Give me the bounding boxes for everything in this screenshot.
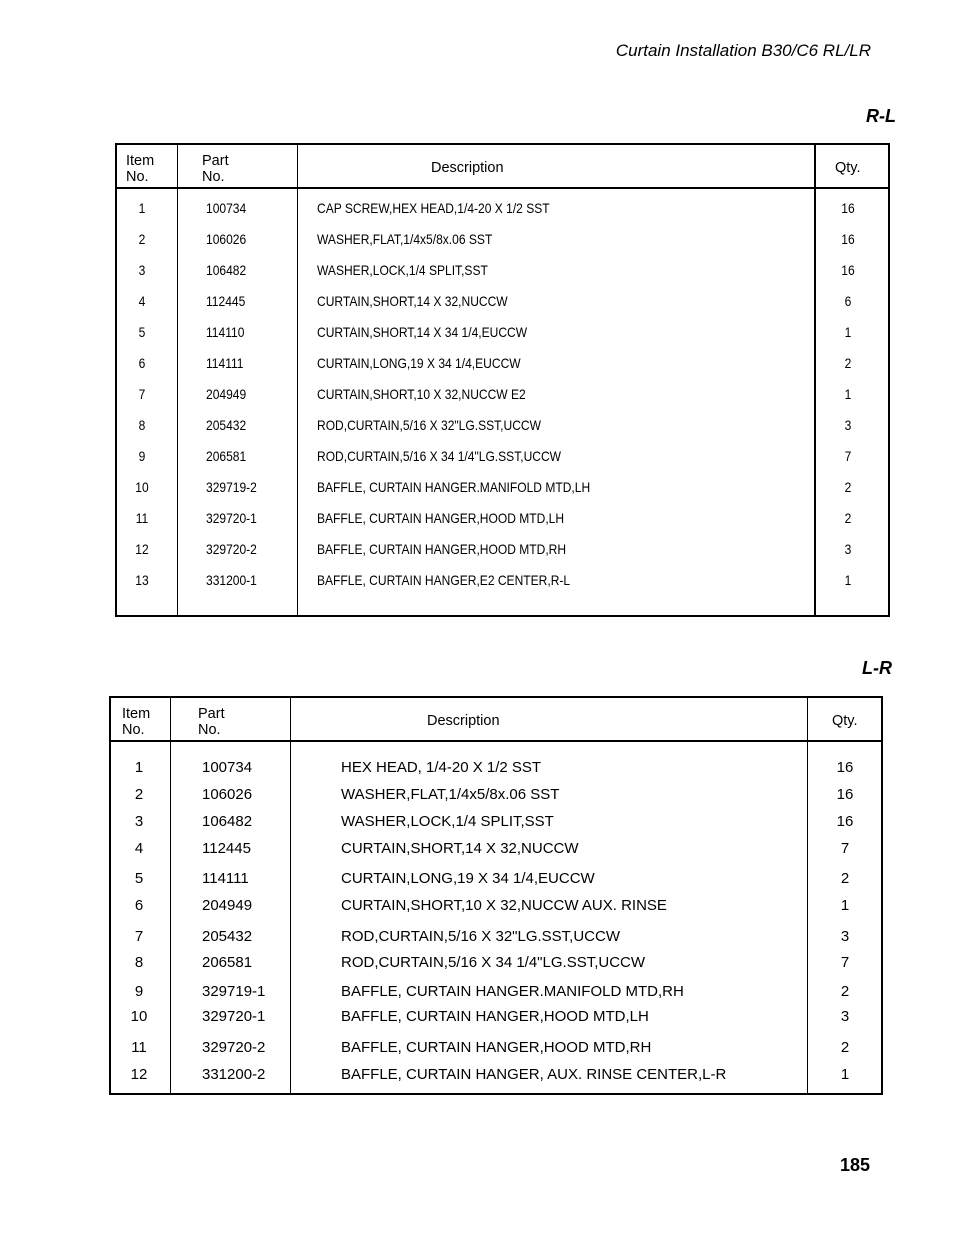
qty-cell: 2 <box>840 983 850 1000</box>
item-number-cell: 8 <box>138 417 146 433</box>
qty-cell: 7 <box>840 954 850 971</box>
description-cell: WASHER,LOCK,1/4 SPLIT,SST <box>317 262 488 278</box>
qty-cell: 1 <box>844 572 852 588</box>
description-cell: CURTAIN,LONG,19 X 34 1/4,EUCCW <box>341 870 595 887</box>
table-row <box>117 231 888 251</box>
part-number-cell: 114110 <box>206 324 245 340</box>
table-row <box>111 813 881 833</box>
parts-table-rl <box>115 143 890 617</box>
header-part-line2: No. <box>202 169 225 185</box>
item-number-cell: 4 <box>138 293 146 309</box>
item-number-cell: 1 <box>134 759 144 776</box>
header-qty: Qty. <box>835 160 861 176</box>
description-cell: BAFFLE, CURTAIN HANGER,E2 CENTER,R-L <box>317 572 571 588</box>
item-number-cell: 3 <box>134 813 144 830</box>
parts-table-lr <box>109 696 883 1095</box>
item-number-cell: 12 <box>130 1066 148 1083</box>
qty-cell: 7 <box>840 840 850 857</box>
table-row <box>111 983 881 1003</box>
item-number-cell: 5 <box>134 870 144 887</box>
qty-cell: 3 <box>844 541 852 557</box>
part-number-cell: 204949 <box>206 386 247 402</box>
table-row <box>117 200 888 220</box>
table-row <box>111 840 881 860</box>
part-number-cell: 204949 <box>202 897 253 914</box>
part-number-cell: 329720-1 <box>206 510 257 526</box>
part-number-cell: 329719-2 <box>206 479 257 495</box>
table-row <box>111 897 881 917</box>
item-number-cell: 9 <box>138 448 146 464</box>
part-number-cell: 114111 <box>202 870 249 887</box>
description-cell: ROD,CURTAIN,5/16 X 32"LG.SST,UCCW <box>341 928 621 945</box>
part-number-cell: 100734 <box>206 200 247 216</box>
table-row <box>111 1008 881 1028</box>
header-description: Description <box>427 713 500 729</box>
table-row <box>117 355 888 375</box>
part-number-cell: 106026 <box>202 786 253 803</box>
table-row <box>111 928 881 948</box>
table-row <box>111 759 881 779</box>
item-number-cell: 2 <box>138 231 146 247</box>
part-number-cell: 112445 <box>202 840 251 857</box>
description-cell: WASHER,FLAT,1/4x5/8x.06 SST <box>341 786 560 803</box>
table-row <box>117 386 888 406</box>
table-row <box>111 954 881 974</box>
part-number-cell: 329720-2 <box>202 1039 266 1056</box>
qty-cell: 6 <box>844 293 852 309</box>
part-number-cell: 331200-2 <box>202 1066 266 1083</box>
item-number-cell: 4 <box>134 840 144 857</box>
table-row <box>111 1039 881 1059</box>
item-number-cell: 6 <box>138 355 146 371</box>
qty-cell: 3 <box>840 1008 850 1025</box>
description-cell: CAP SCREW,HEX HEAD,1/4-20 X 1/2 SST <box>317 200 550 216</box>
qty-cell: 1 <box>840 1066 850 1083</box>
part-number-cell: 329720-1 <box>202 1008 266 1025</box>
table-row <box>117 572 888 592</box>
qty-cell: 16 <box>836 786 854 803</box>
description-cell: CURTAIN,SHORT,14 X 34 1/4,EUCCW <box>317 324 528 340</box>
description-cell: BAFFLE, CURTAIN HANGER,HOOD MTD,LH <box>317 510 565 526</box>
description-cell: ROD,CURTAIN,5/16 X 32"LG.SST,UCCW <box>317 417 541 433</box>
page-number: 185 <box>839 1155 870 1175</box>
table-row <box>117 262 888 282</box>
item-number-cell: 8 <box>134 954 144 971</box>
table-row <box>117 510 888 530</box>
qty-cell: 16 <box>836 759 854 776</box>
item-number-cell: 11 <box>135 510 149 526</box>
header-item-line2: No. <box>122 722 145 738</box>
item-number-cell: 7 <box>138 386 146 402</box>
table-row <box>111 870 881 890</box>
header-item-line1: Item <box>126 153 155 169</box>
table-row <box>117 448 888 468</box>
qty-cell: 1 <box>844 324 852 340</box>
qty-cell: 16 <box>841 262 855 278</box>
section-label-rl: R-L <box>866 106 896 126</box>
description-cell: ROD,CURTAIN,5/16 X 34 1/4"LG.SST,UCCW <box>317 448 562 464</box>
part-number-cell: 114111 <box>206 355 244 371</box>
description-cell: CURTAIN,SHORT,14 X 32,NUCCW <box>341 840 579 857</box>
description-cell: CURTAIN,SHORT,10 X 32,NUCCW AUX. RINSE <box>341 897 667 914</box>
part-number-cell: 206581 <box>202 954 253 971</box>
description-cell: CURTAIN,SHORT,10 X 32,NUCCW E2 <box>317 386 526 402</box>
description-cell: BAFFLE, CURTAIN HANGER,HOOD MTD,RH <box>317 541 567 557</box>
table-row <box>117 541 888 561</box>
table-row <box>117 417 888 437</box>
table-row <box>117 293 888 313</box>
part-number-cell: 205432 <box>202 928 253 945</box>
item-number-cell: 13 <box>135 572 149 588</box>
description-cell: WASHER,FLAT,1/4x5/8x.06 SST <box>317 231 493 247</box>
description-cell: BAFFLE, CURTAIN HANGER, AUX. RINSE CENTER,L-R <box>341 1066 727 1083</box>
qty-cell: 16 <box>836 813 854 830</box>
table-row <box>117 324 888 344</box>
description-cell: WASHER,LOCK,1/4 SPLIT,SST <box>341 813 554 830</box>
item-number-cell: 3 <box>138 262 146 278</box>
item-number-cell: 1 <box>138 200 146 216</box>
qty-cell: 7 <box>844 448 852 464</box>
item-number-cell: 10 <box>135 479 149 495</box>
qty-cell: 1 <box>844 386 852 402</box>
page-header-title: Curtain Installation B30/C6 RL/LR <box>615 41 871 60</box>
part-number-cell: 106482 <box>206 262 247 278</box>
item-number-cell: 5 <box>138 324 146 340</box>
header-qty: Qty. <box>832 713 858 729</box>
qty-cell: 2 <box>844 510 852 526</box>
section-label-lr: L-R <box>862 658 892 678</box>
table-row <box>111 786 881 806</box>
qty-cell: 2 <box>844 355 852 371</box>
qty-cell: 2 <box>840 870 850 887</box>
description-cell: BAFFLE, CURTAIN HANGER,HOOD MTD,RH <box>341 1039 652 1056</box>
part-number-cell: 331200-1 <box>206 572 257 588</box>
qty-cell: 2 <box>844 479 852 495</box>
qty-cell: 3 <box>840 928 850 945</box>
description-cell: HEX HEAD, 1/4-20 X 1/2 SST <box>341 759 542 776</box>
description-cell: BAFFLE, CURTAIN HANGER,HOOD MTD,LH <box>341 1008 649 1025</box>
table-row <box>117 479 888 499</box>
item-number-cell: 2 <box>134 786 144 803</box>
part-number-cell: 112445 <box>206 293 246 309</box>
header-item-line2: No. <box>126 169 149 185</box>
qty-cell: 3 <box>844 417 852 433</box>
part-number-cell: 329719-1 <box>202 983 266 1000</box>
part-number-cell: 206581 <box>206 448 247 464</box>
part-number-cell: 100734 <box>202 759 253 776</box>
qty-cell: 2 <box>840 1039 850 1056</box>
description-cell: BAFFLE, CURTAIN HANGER.MANIFOLD MTD,RH <box>341 983 684 1000</box>
part-number-cell: 205432 <box>206 417 247 433</box>
table-row <box>111 1066 881 1086</box>
part-number-cell: 106026 <box>206 231 247 247</box>
header-part-line2: No. <box>198 722 221 738</box>
item-number-cell: 10 <box>130 1008 148 1025</box>
description-cell: CURTAIN,LONG,19 X 34 1/4,EUCCW <box>317 355 521 371</box>
item-number-cell: 7 <box>134 928 144 945</box>
qty-cell: 16 <box>841 200 855 216</box>
description-cell: CURTAIN,SHORT,14 X 32,NUCCW <box>317 293 508 309</box>
part-number-cell: 106482 <box>202 813 253 830</box>
qty-cell: 16 <box>841 231 855 247</box>
qty-cell: 1 <box>840 897 850 914</box>
item-number-cell: 12 <box>135 541 149 557</box>
description-cell: BAFFLE, CURTAIN HANGER.MANIFOLD MTD,LH <box>317 479 591 495</box>
item-number-cell: 6 <box>134 897 144 914</box>
item-number-cell: 9 <box>134 983 144 1000</box>
header-part-line1: Part <box>202 153 229 169</box>
description-cell: ROD,CURTAIN,5/16 X 34 1/4"LG.SST,UCCW <box>341 954 646 971</box>
header-description: Description <box>431 160 504 176</box>
header-item-line1: Item <box>122 706 151 722</box>
part-number-cell: 329720-2 <box>206 541 257 557</box>
item-number-cell: 11 <box>131 1039 147 1056</box>
header-part-line1: Part <box>198 706 225 722</box>
